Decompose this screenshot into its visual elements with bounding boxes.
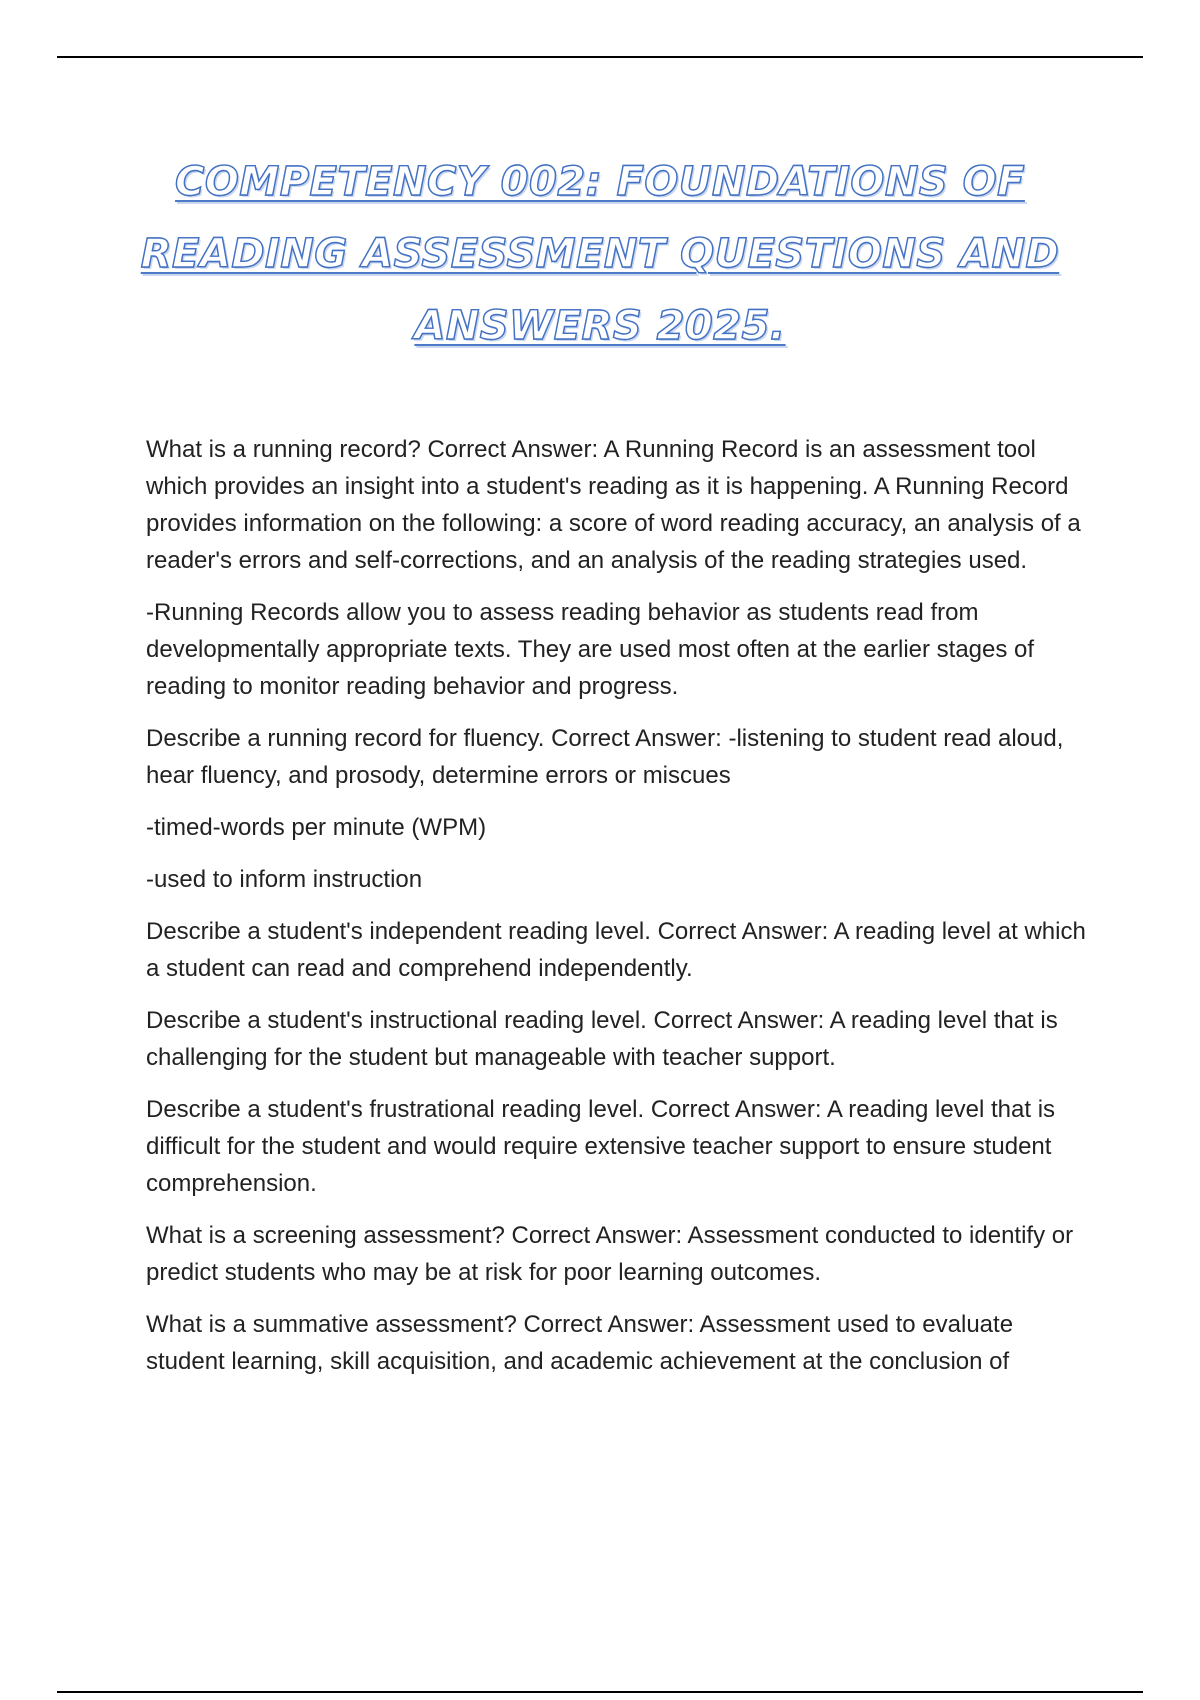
paragraph: Describe a student's frustrational reading level. Correct Answer: A reading level that is difficult for the student and would require extensive teacher support to ensure student comprehension. bbox=[146, 1096, 1056, 1197]
paragraph: What is a screening assessment? Correct Answer: Assessment conducted to identify or predict students who may be at risk for poor learning outcomes. bbox=[146, 1222, 1074, 1286]
paragraph: Describe a student's instructional reading level. Correct Answer: A reading level that is challenging for the student but manageable with teacher support. bbox=[146, 1007, 1058, 1071]
paragraph: Describe a student's independent reading level. Correct Answer: A reading level at which a student can read and comprehend independently. bbox=[146, 918, 1086, 982]
paragraph: -timed-words per minute (WPM) bbox=[146, 814, 487, 841]
header-rule bbox=[57, 56, 1143, 58]
page-title: COMPETENCY 002: FOUNDATIONS OF READING ASSESSMENT QUESTIONS AND ANSWERS 2025. bbox=[140, 159, 1060, 349]
paragraph: What is a summative assessment? Correct Answer: Assessment used to evaluate student learning, skill acquisition, and academic achievement at the conclusion of bbox=[146, 1311, 1014, 1375]
paragraph: Describe a running record for fluency. Correct Answer: -listening to student read aloud, hear fluency, and prosody, determine errors or miscues bbox=[146, 725, 1064, 789]
paragraph: -Running Records allow you to assess reading behavior as students read from developmentally appropriate texts. They are used most often at the earlier stages of reading to monitor reading behavior and progress. bbox=[146, 599, 1035, 700]
footer-rule bbox=[57, 1691, 1143, 1693]
paragraph: -used to inform instruction bbox=[146, 866, 423, 893]
paragraph: What is a running record? Correct Answer: A Running Record is an assessment tool which provides an insight into a student's reading as it is happening. A Running Record provides information on the following: a score of word reading accuracy, an analysis of a reader's errors and self-corrections, and an analysis of the reading strategies used. bbox=[146, 436, 1081, 574]
document-body bbox=[146, 431, 1096, 1395]
